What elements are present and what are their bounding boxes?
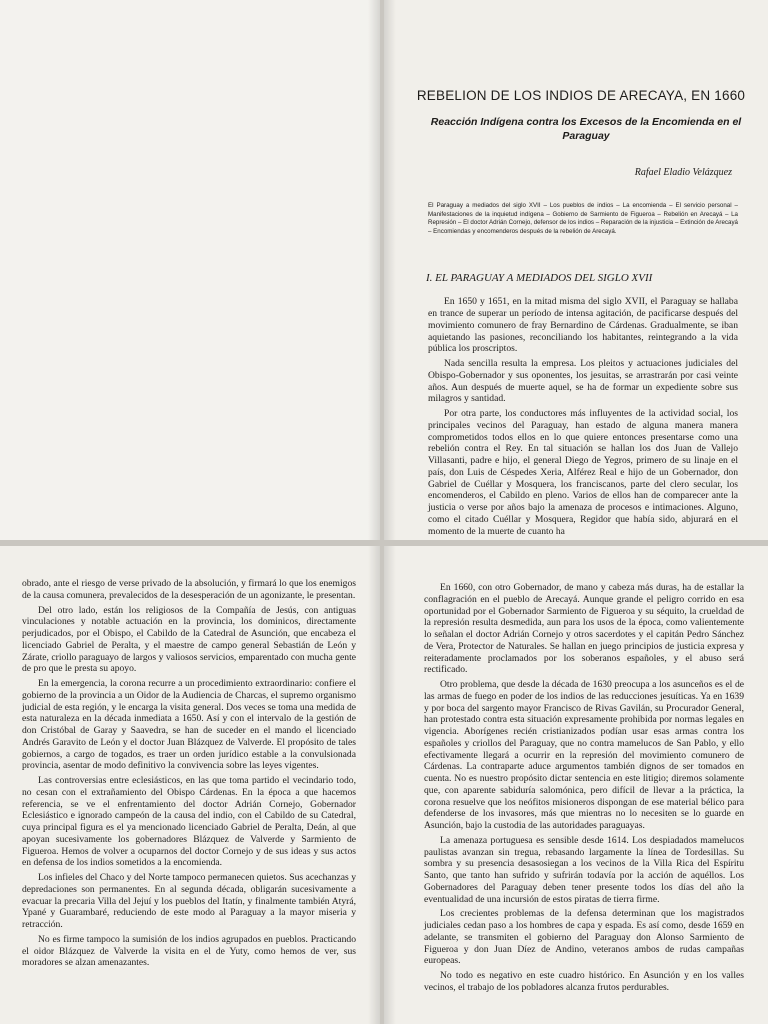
paragraph: Las controversias entre eclesiásticos, en las que toma partido el vecindario todo, no cesan con el extrañamiento del Obispo Cárdenas. En la época a que hacemos referencia, se ve el enfrentamiento del doctor Adrián Cornejo, Gobernador Eclesiástico e ignorado campeón de la causa del indio, con el Cabildo de su Catedral, cuya principal figura es el ya mencionado licenciado Gabriel de Peralta, Deán, al que apoyan sucesivamente los gobernadores Blázquez de Valverde y Sarmiento de Figueroa. Hemos de volver a ocuparnos del doctor Cornejo y de sus ideas y sus actos en defensa de los indios sometidos a la encomienda. <box>22 775 356 869</box>
page-gutter-shadow <box>368 0 380 540</box>
paragraph: No es firme tampoco la sumisión de los indios agrupados en pueblos. Practicando el oidor Blázquez de Valverde la visita en el de Yuty, como hemos de ver, sus moradores se alzan amenazantes. <box>22 933 356 969</box>
body-text-bottom-left <box>22 578 356 969</box>
body-text-bottom-right <box>424 582 744 994</box>
paragraph: En la emergencia, la corona recurre a un procedimiento extraordinario: confiere el gobierno de la provincia a un Oidor de la Audiencia de Charcas, el supremo organismo judicial de esta región, y le encarga la visita general. Dos veces se toma una medida de esta naturaleza en la década inmediata a 1650. Así y con el intervalo de la gestión de don Cristóbal de Garay y Saavedra, se han de suceder en el mando el licenciado Andrés Garavito de León y el doctor Juan Blázquez de Valverde. El propósito de tales gobiernos, a cargo de togados, es traer un orden jurídico estable a la convulsionada provincia, asentar de modo definitivo la convivencia sobre las leyes vigentes. <box>22 678 356 772</box>
paragraph: En 1660, con otro Gobernador, de mano y cabeza más duras, ha de estallar la conflagración en el pueblo de Arecayá. Aunque grande el peligro corrido en esa oportunidad por el Gobernador Sarmiento de Figueroa y su séquito, la crueldad de la represión resulta desmedida, aun para los usos de la época, como valientemente lo señalan el doctor Adrián Cornejo y otros sacerdotes y el capitán Pedro Sánchez de Vera, Protector de Naturales. Se hallan en juego principios de justicia expresa y reiteradamente proclamados por los soberanos españoles, y el abuso será rectificado. <box>424 582 744 676</box>
page-bottom-right <box>384 546 768 1024</box>
paragraph: En 1650 y 1651, en la mitad misma del siglo XVII, el Paraguay se hallaba en trance de superar un período de intensa agitación, de pacificarse después del movimiento comunero de fray Bernardino de Cárdenas. Gradualmente, se iban aquietando las pasiones, reconciliando los habitantes, reintegrando a la vida pública los proscriptos. <box>428 296 738 355</box>
page-bottom-left <box>0 546 380 1024</box>
article-abstract: El Paraguay a mediados del siglo XVII – Los pueblos de indios – La encomienda – El servicio personal – Manifestaciones de la inquietud indígena – Gobierno de Sarmiento de Figueroa – Rebelión en Arecayá – La Represión – El doctor Adrián Cornejo, defensor de los indios – Reparación de la injusticia – Extinción de Arecayá – Encomiendas y encomenderos después de la rebelión de Arecayá. <box>428 202 738 235</box>
paragraph: Otro problema, que desde la década de 1630 preocupa a los asunceños es el de las armas de fuego en poder de los indios de las reducciones jesuíticas. Ya en 1639 y por boca del sargento mayor Francisco de Rivas Gavilán, su Procurador General, han protestado contra esta situación expresamente prohibida por normas legales en vigencia. Aborígenes recién cristianizados podían usar esas armas contra los españoles y criollos del Paraguay, que no contra mamelucos de San Pablo, y ello efectivamente llegará a ocurrir en la represión del movimiento comunero de Cárdenas. La contraparte aduce argumentos también dignos de ser tomados en cuenta. No es nuestro propósito dictar sentencia en este litigio; diremos solamente que, con aparente sabiduría salomónica, pero difícil de llevar a la práctica, la corona resuelve que los neófitos misioneros dispongan de ese material bélico para defenderse de los invasores, más que mientras no lo necesiten se lo guarde en Asunción, bajo la custodia de las autoridades paraguayas. <box>424 679 744 831</box>
article-title: REBELION DE LOS INDIOS DE ARECAYA, EN 1660 <box>416 88 746 103</box>
paragraph: Por otra parte, los conductores más influyentes de la actividad social, los principales vecinos del Paraguay, han estado de alguna manera manera comprometidos todos ellos en lo que quiere entonces presentarse como una rebelión contra el Rey. En tal situación se hallan los dos Juan de Vallejo Villasanti, padre e hijo, el general Diego de Yegros, primero de su linaje en el país, don Luis de Céspedes Xeria, Alférez Real e hijo de un Gobernador, don Gabriel de Cuéllar y Mosquera, los franciscanos, parte del clero secular, los encomenderos, el Cabildo en pleno. Varios de ellos han de comparecer ante la justicia o verse por años bajo la amenaza de procesos e intimaciones. Alguno, como el citado Cuéllar y Mosquera, Regidor que había sido, abjurará en el momento de la muerte de cuanto ha <box>428 408 738 537</box>
page-gutter-shadow <box>384 546 396 1024</box>
paragraph: obrado, ante el riesgo de verse privado de la absolución, y firmará lo que los enemigos de la causa comunera, prevalecidos de la desesperación de un agonizante, le presentan. <box>22 578 356 601</box>
page-gutter-shadow <box>368 546 380 1024</box>
section-heading: I. EL PARAGUAY A MEDIADOS DEL SIGLO XVII <box>426 272 653 285</box>
paragraph: Los crecientes problemas de la defensa determinan que los magistrados judiciales cedan paso a los hombres de capa y espada. Es así como, desde 1659 en adelante, se transmiten el gobierno del Paraguay don Alonso Sarmiento de Figueroa y don Juan Díez de Andino, veteranos ambos de rudas campañas europeas. <box>424 908 744 967</box>
article-author: Rafael Eladio Velázquez <box>634 167 732 178</box>
blank-page-top-left <box>0 0 380 540</box>
paragraph: Nada sencilla resulta la empresa. Los pleitos y actuaciones judiciales del Obispo-Gobernador y sus oponentes, los jesuitas, se arrastrarán por casi veinte años. Aun después de muerte aquel, se ha de formar un expediente sobre sus milagros y santidad. <box>428 358 738 405</box>
paragraph: La amenaza portuguesa es sensible desde 1614. Los despiadados mamelucos paulistas avanzan sin tregua, rebasando largamente la línea de Tordesillas. Su sombra y su presencia desasosiegan a los vecinos de la Villa Rica del Espíritu Santo, que tanto han sufrido y sufrirán todavía por la acción de aquéllos. Los Gobernadores del Paraguay deben tener presente todos los días del año la eventualidad de una incursión de estos piratas de tierra firme. <box>424 834 744 905</box>
page-gutter-shadow <box>384 0 396 540</box>
body-text-top-right <box>428 296 738 537</box>
paragraph: No todo es negativo en este cuadro histórico. En Asunción y en los valles vecinos, el trabajo de los pobladores alcanza frutos perdurables. <box>424 970 744 993</box>
page-top-right <box>384 0 768 540</box>
article-subtitle: Reacción Indígena contra los Excesos de la Encomienda en el Paraguay <box>430 116 742 142</box>
paragraph: Del otro lado, están los religiosos de la Compañía de Jesús, con antiguas vinculaciones y notable actuación en la provincia, los dominicos, directamente perjudicados, por el Obispo, el Cabildo de la Catedral de Asunción, que encabeza el licenciado Gabriel de Peralta, y el maestre de campo general Sebastián de León y Zárate, criollo paraguayo de largos y valiosos servicios, emparentado con mucha gente de pro que le presta su apoyo. <box>22 604 356 675</box>
paragraph: Los infieles del Chaco y del Norte tampoco permanecen quietos. Sus acechanzas y depredaciones son permanentes. En al segunda década, obligarán sucesivamente a evacuar la precaria Villa del Jejuí y los pueblos del Itatín, y finalmente también Atyrá, Ypané y Guarambaré, reduciendo de este modo al Paraguay a la mayor miseria y retracción. <box>22 872 356 930</box>
